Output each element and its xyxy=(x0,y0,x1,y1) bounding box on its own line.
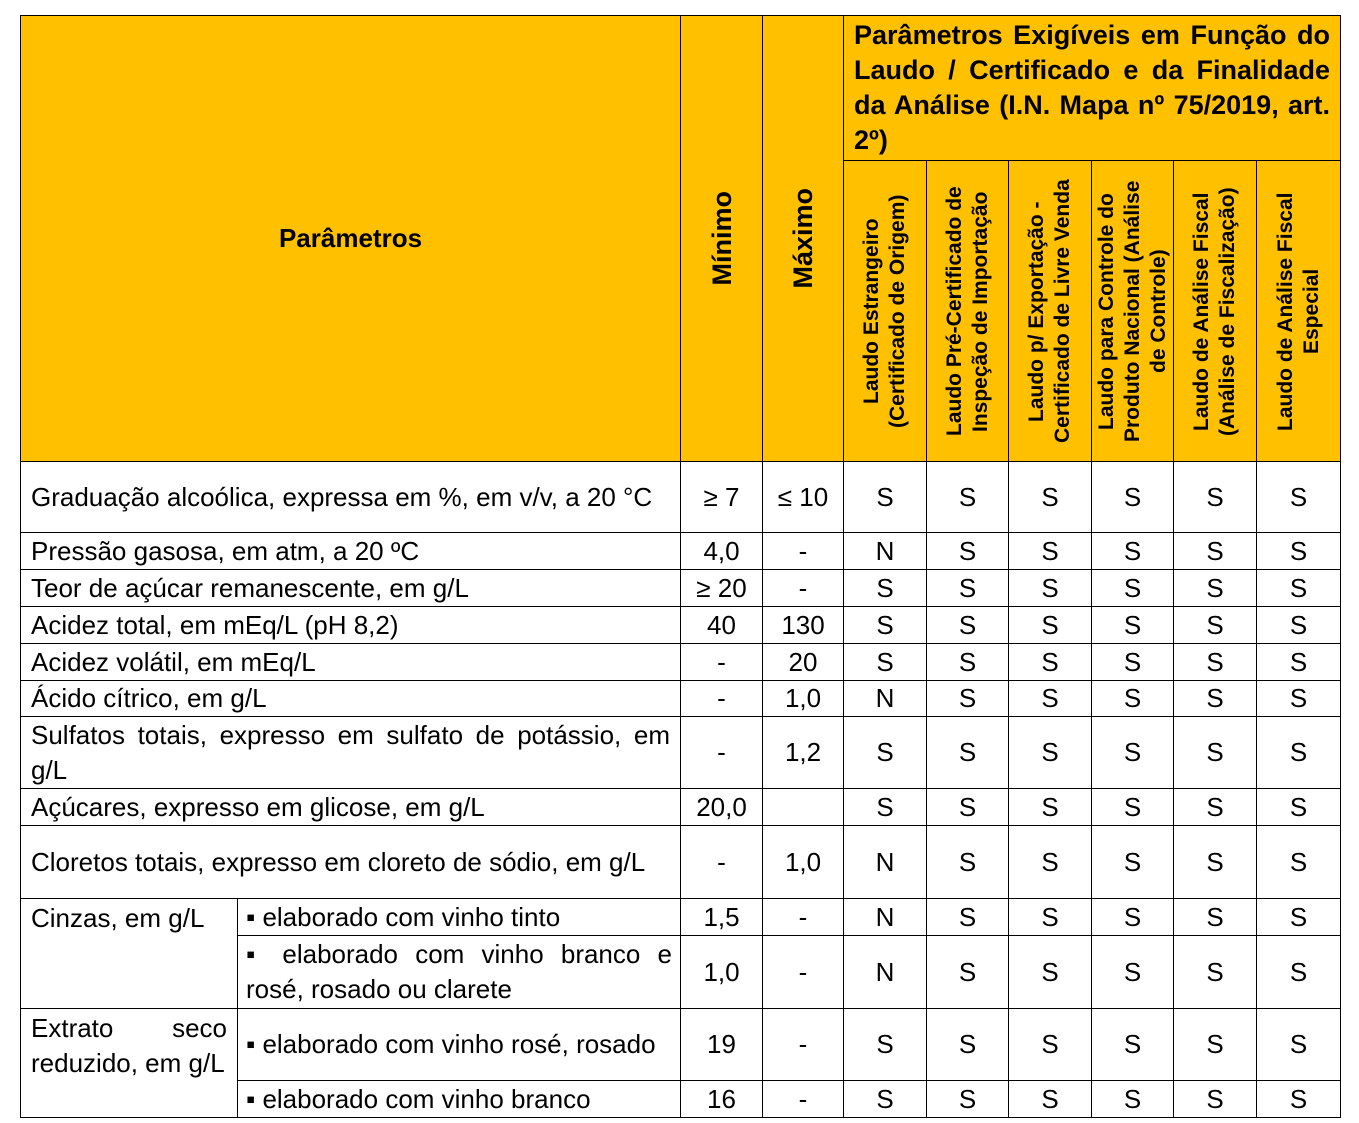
min-value: - xyxy=(681,717,763,789)
max-value: - xyxy=(763,1081,844,1118)
max-value: 130 xyxy=(763,607,844,644)
requirement-flag: S xyxy=(927,1009,1009,1081)
table-row xyxy=(21,826,1341,899)
parameter-label: Acidez total, em mEq/L (pH 8,2) xyxy=(21,607,681,644)
group-label: Extrato seco reduzido, em g/L xyxy=(21,1009,238,1118)
requirement-flag: S xyxy=(1257,681,1341,717)
requirement-flag: S xyxy=(927,570,1009,607)
requirement-flag: S xyxy=(1009,570,1092,607)
requirement-flag: S xyxy=(927,607,1009,644)
requirement-flag: S xyxy=(1092,644,1174,681)
sub-parameter-label: ▪ elaborado com vinho branco e rosé, rosado ou clarete xyxy=(238,936,681,1009)
requirement-flag: S xyxy=(1174,936,1257,1009)
requirement-flag: S xyxy=(927,899,1009,936)
requirement-flag: S xyxy=(1009,533,1092,570)
requirement-flag: S xyxy=(1257,717,1341,789)
requirement-flag: S xyxy=(1092,462,1174,533)
header-laudo: Laudo p/ Exportação - Certificado de Livre Venda xyxy=(1025,179,1075,443)
min-value: 4,0 xyxy=(681,533,763,570)
header-laudo: Laudo Estrangeiro (Certificado de Origem) xyxy=(860,194,910,428)
min-value: - xyxy=(681,826,763,899)
table-row xyxy=(21,681,1341,717)
requirement-flag: S xyxy=(1009,607,1092,644)
requirement-flag: S xyxy=(1257,826,1341,899)
min-value: 16 xyxy=(681,1081,763,1118)
table-row xyxy=(21,533,1341,570)
requirement-flag: S xyxy=(1174,1081,1257,1118)
min-value: 20,0 xyxy=(681,789,763,826)
parameters-table xyxy=(20,15,1341,1118)
requirement-flag: S xyxy=(1009,936,1092,1009)
requirement-flag: S xyxy=(1092,717,1174,789)
requirement-flag: S xyxy=(1009,644,1092,681)
requirement-flag: S xyxy=(1092,607,1174,644)
requirement-flag: S xyxy=(1257,1009,1341,1081)
header-laudo: Laudo de Análise Fiscal (Análise de Fiscalização) xyxy=(1190,186,1240,436)
requirement-flag: S xyxy=(1092,936,1174,1009)
requirement-flag: S xyxy=(1174,1009,1257,1081)
sub-parameter-label: ▪ elaborado com vinho branco xyxy=(238,1081,681,1118)
requirement-flag: S xyxy=(844,644,927,681)
table-row xyxy=(21,644,1341,681)
requirement-flag: S xyxy=(1174,644,1257,681)
requirement-flag: S xyxy=(1174,681,1257,717)
requirement-flag: S xyxy=(927,462,1009,533)
requirement-flag: S xyxy=(1174,570,1257,607)
requirement-flag: S xyxy=(927,717,1009,789)
requirement-flag: S xyxy=(1257,936,1341,1009)
requirement-flag: N xyxy=(844,533,927,570)
requirement-flag: S xyxy=(1009,681,1092,717)
header-minimo: Mínimo xyxy=(706,191,737,286)
requirement-flag: S xyxy=(1092,826,1174,899)
header-laudo: Laudo para Controle do Produto Nacional (Análise de Controle) xyxy=(1094,180,1170,442)
parameter-label: Ácido cítrico, em g/L xyxy=(21,681,681,717)
header-parametros: Parâmetros xyxy=(21,16,681,462)
max-value: 20 xyxy=(763,644,844,681)
requirement-flag: S xyxy=(1174,533,1257,570)
parameter-label: Sulfatos totais, expresso em sulfato de potássio, em g/L xyxy=(21,717,681,789)
requirement-flag: S xyxy=(1174,717,1257,789)
requirement-flag: S xyxy=(1174,607,1257,644)
min-value: - xyxy=(681,681,763,717)
requirement-flag: S xyxy=(1009,717,1092,789)
sub-parameter-label: ▪ elaborado com vinho rosé, rosado xyxy=(238,1009,681,1081)
requirement-flag: S xyxy=(1257,462,1341,533)
requirement-flag: S xyxy=(927,1081,1009,1118)
min-value: 19 xyxy=(681,1009,763,1081)
requirement-flag: S xyxy=(844,1009,927,1081)
requirement-flag: S xyxy=(1092,1009,1174,1081)
max-value xyxy=(763,789,844,826)
max-value: - xyxy=(763,936,844,1009)
requirement-flag: S xyxy=(844,789,927,826)
requirement-flag: S xyxy=(927,826,1009,899)
table-row xyxy=(21,462,1341,533)
max-value: - xyxy=(763,570,844,607)
max-value: 1,2 xyxy=(763,717,844,789)
table-row xyxy=(21,789,1341,826)
min-value: - xyxy=(681,644,763,681)
requirement-flag: S xyxy=(844,462,927,533)
table-row xyxy=(21,570,1341,607)
header-laudo: Laudo Pré-Certificado de Inspeção de Importação xyxy=(942,186,992,436)
table-row xyxy=(21,607,1341,644)
requirement-flag: S xyxy=(844,607,927,644)
requirement-flag: S xyxy=(844,570,927,607)
requirement-flag: S xyxy=(927,936,1009,1009)
requirement-flag: S xyxy=(1009,899,1092,936)
requirement-flag: S xyxy=(1174,462,1257,533)
requirement-flag: S xyxy=(1009,462,1092,533)
requirement-flag: S xyxy=(927,533,1009,570)
requirement-flag: S xyxy=(1257,570,1341,607)
header-group-title: Parâmetros Exigíveis em Função do Laudo / Certificado e da Finalidade da Análise (I.N. Mapa nº 75/2019, art. 2º) xyxy=(844,16,1341,161)
requirement-flag: S xyxy=(1009,1081,1092,1118)
requirement-flag: S xyxy=(1092,681,1174,717)
requirement-flag: S xyxy=(1092,570,1174,607)
requirement-flag: S xyxy=(1009,789,1092,826)
requirement-flag: S xyxy=(1092,533,1174,570)
max-value: - xyxy=(763,1009,844,1081)
requirement-flag: S xyxy=(1174,826,1257,899)
requirement-flag: S xyxy=(1009,826,1092,899)
max-value: 1,0 xyxy=(763,681,844,717)
requirement-flag: S xyxy=(1092,789,1174,826)
requirement-flag: N xyxy=(844,826,927,899)
max-value: - xyxy=(763,533,844,570)
header-maximo: Máximo xyxy=(788,188,819,289)
min-value: 1,5 xyxy=(681,899,763,936)
requirement-flag: S xyxy=(1257,533,1341,570)
parameter-label: Açúcares, expresso em glicose, em g/L xyxy=(21,789,681,826)
min-value: ≥ 7 xyxy=(681,462,763,533)
requirement-flag: N xyxy=(844,936,927,1009)
requirement-flag: S xyxy=(927,789,1009,826)
group-label: Cinzas, em g/L xyxy=(21,899,238,1009)
requirement-flag: S xyxy=(1257,1081,1341,1118)
requirement-flag: S xyxy=(844,1081,927,1118)
requirement-flag: S xyxy=(1092,899,1174,936)
parameter-label: Teor de açúcar remanescente, em g/L xyxy=(21,570,681,607)
max-value: - xyxy=(763,899,844,936)
min-value: 1,0 xyxy=(681,936,763,1009)
requirement-flag: S xyxy=(1257,899,1341,936)
parameter-label: Pressão gasosa, em atm, a 20 ºC xyxy=(21,533,681,570)
table-row xyxy=(21,899,1341,936)
requirement-flag: S xyxy=(1257,789,1341,826)
requirement-flag: S xyxy=(1009,1009,1092,1081)
requirement-flag: S xyxy=(927,644,1009,681)
requirement-flag: S xyxy=(1257,607,1341,644)
requirement-flag: S xyxy=(927,681,1009,717)
max-value: ≤ 10 xyxy=(763,462,844,533)
min-value: ≥ 20 xyxy=(681,570,763,607)
requirement-flag: S xyxy=(1174,789,1257,826)
requirement-flag: S xyxy=(1174,899,1257,936)
requirement-flag: N xyxy=(844,899,927,936)
requirement-flag: N xyxy=(844,681,927,717)
requirement-flag: S xyxy=(1092,1081,1174,1118)
requirement-flag: S xyxy=(1257,644,1341,681)
min-value: 40 xyxy=(681,607,763,644)
parameter-label: Acidez volátil, em mEq/L xyxy=(21,644,681,681)
max-value: 1,0 xyxy=(763,826,844,899)
table-row xyxy=(21,1009,1341,1081)
table-row xyxy=(21,717,1341,789)
sub-parameter-label: ▪ elaborado com vinho tinto xyxy=(238,899,681,936)
parameter-label: Cloretos totais, expresso em cloreto de sódio, em g/L xyxy=(21,826,681,899)
header-laudo: Laudo de Análise Fiscal Especial xyxy=(1273,191,1323,431)
requirement-flag: S xyxy=(844,717,927,789)
parameter-label: Graduação alcoólica, expressa em %, em v/v, a 20 °C xyxy=(21,462,681,533)
